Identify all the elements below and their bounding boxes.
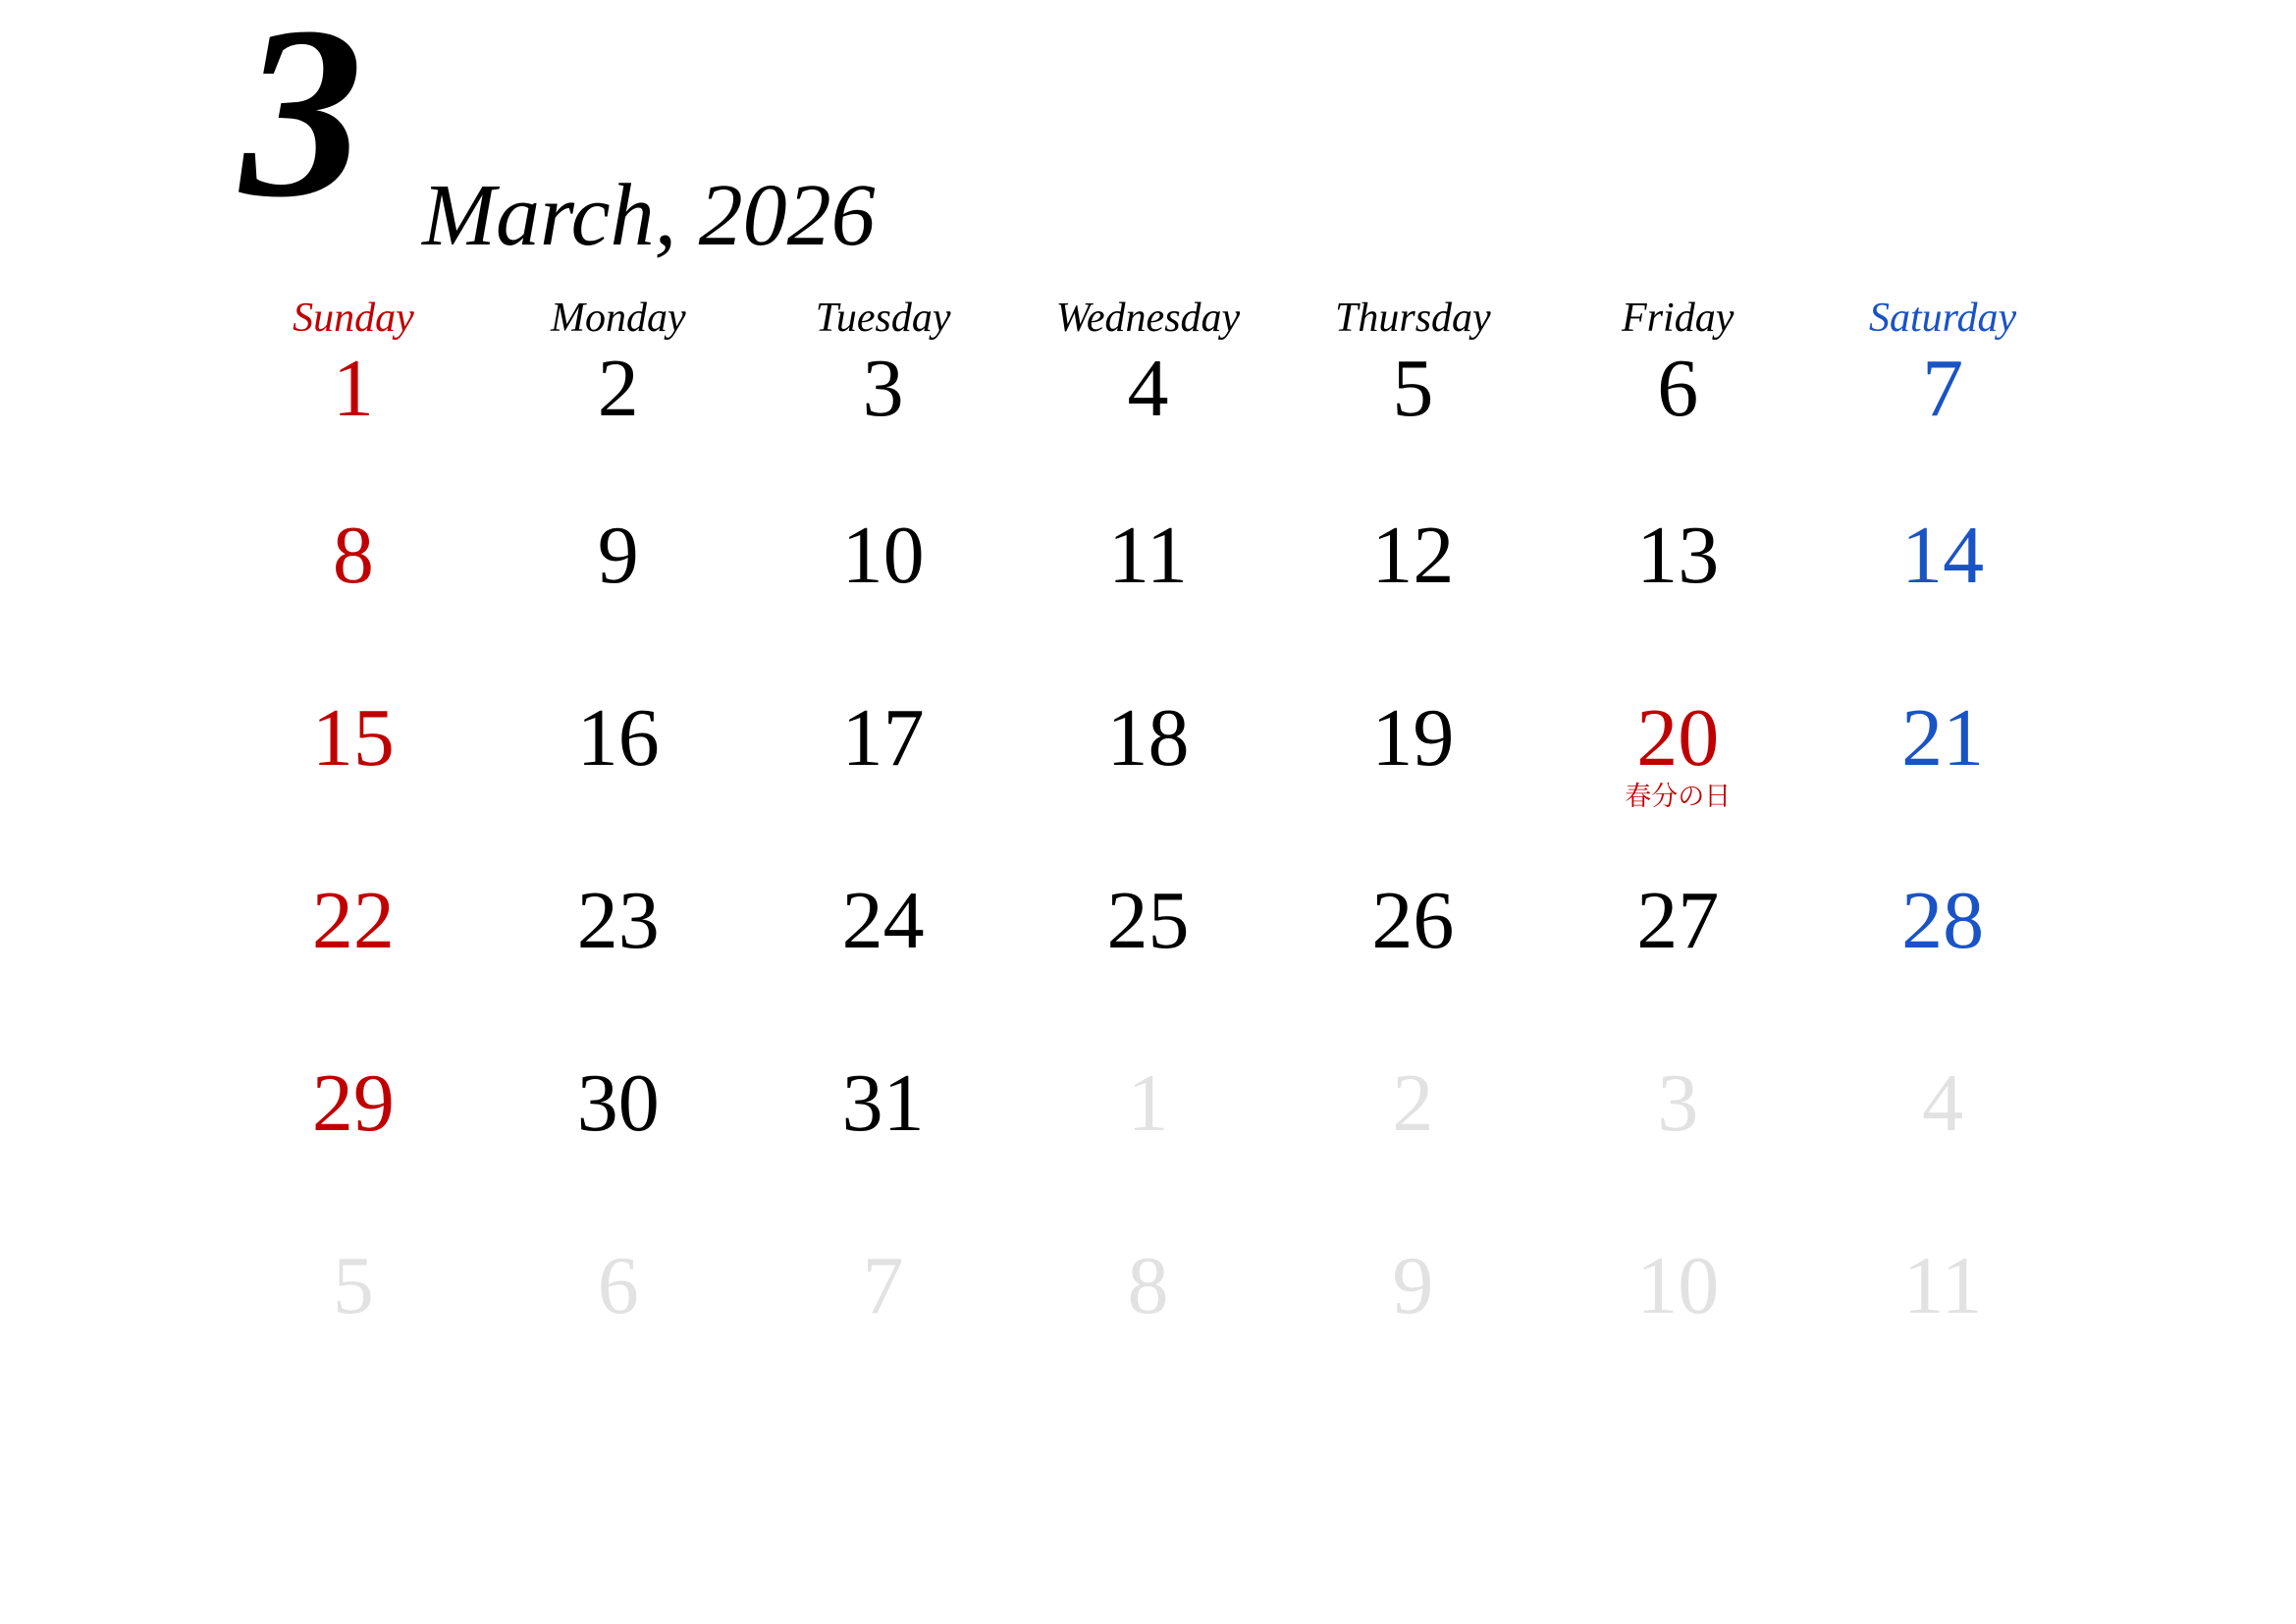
- day-cell[interactable]: [1810, 875, 2075, 1060]
- calendar-header: [221, 0, 2075, 295]
- day-cell[interactable]: [1280, 875, 1545, 1060]
- day-number: 11: [1902, 1240, 1983, 1331]
- day-number: 24: [841, 875, 925, 966]
- day-cell[interactable]: [1810, 1240, 2075, 1426]
- day-number: 31: [841, 1057, 925, 1149]
- day-cell[interactable]: [1545, 875, 1810, 1060]
- day-number: 14: [1901, 510, 1985, 601]
- day-number: 1: [1127, 1057, 1169, 1149]
- day-cell[interactable]: [1016, 1057, 1281, 1243]
- day-number: 21: [1901, 692, 1985, 784]
- day-cell[interactable]: [1016, 510, 1281, 695]
- day-cell[interactable]: [486, 1057, 751, 1243]
- day-cell[interactable]: [486, 343, 751, 513]
- day-number: 17: [841, 692, 925, 784]
- day-number: 18: [1106, 692, 1190, 784]
- day-cell[interactable]: [1810, 510, 2075, 695]
- day-cell[interactable]: [486, 510, 751, 695]
- day-number: 12: [1371, 510, 1455, 601]
- day-number: 28: [1901, 875, 1985, 966]
- day-cell[interactable]: [486, 875, 751, 1060]
- day-cell[interactable]: [1280, 1240, 1545, 1426]
- weekday-header-monday: Monday: [550, 296, 686, 341]
- week-row: [221, 875, 2075, 1060]
- weekday-header-sunday: Sunday: [293, 296, 414, 341]
- day-number: 8: [1127, 1240, 1169, 1331]
- day-number: 16: [576, 692, 660, 784]
- day-cell[interactable]: [486, 1240, 751, 1426]
- day-cell[interactable]: [751, 692, 1016, 878]
- day-number: 15: [311, 692, 395, 784]
- day-number: 4: [1127, 343, 1169, 434]
- day-number: 7: [862, 1240, 904, 1331]
- day-number: 27: [1636, 875, 1720, 966]
- weekday-header-tuesday: Tuesday: [815, 296, 951, 341]
- day-cell[interactable]: [1016, 875, 1281, 1060]
- day-number: 6: [597, 1240, 639, 1331]
- day-number: 2: [1392, 1057, 1434, 1149]
- day-cell[interactable]: [221, 343, 486, 513]
- day-number: 30: [576, 1057, 660, 1149]
- week-row: [221, 692, 2075, 878]
- day-number: 13: [1636, 510, 1720, 601]
- day-number: 22: [311, 875, 395, 966]
- day-cell[interactable]: [1810, 692, 2075, 878]
- week-row: [221, 1240, 2075, 1426]
- day-number: 2: [597, 343, 639, 434]
- holiday-label: 春分の日: [1625, 782, 1732, 813]
- weekday-header-saturday: Saturday: [1869, 296, 2017, 341]
- day-number: 10: [1636, 1240, 1720, 1331]
- day-number: 19: [1371, 692, 1455, 784]
- day-number: 3: [1657, 1057, 1699, 1149]
- day-number: 20: [1636, 692, 1720, 784]
- day-number: 9: [597, 510, 639, 601]
- day-number: 10: [841, 510, 925, 601]
- day-number: 4: [1922, 1057, 1964, 1149]
- day-number: 23: [576, 875, 660, 966]
- day-cell[interactable]: [221, 510, 486, 695]
- day-cell[interactable]: [221, 1240, 486, 1426]
- day-number: 1: [332, 343, 374, 434]
- day-cell[interactable]: [221, 875, 486, 1060]
- week-row: [221, 1057, 2075, 1243]
- day-number: 26: [1371, 875, 1455, 966]
- day-number: 3: [862, 343, 904, 434]
- day-number: 29: [311, 1057, 395, 1149]
- day-cell[interactable]: [1280, 343, 1545, 513]
- day-number: 11: [1108, 510, 1188, 601]
- day-number: 6: [1657, 343, 1699, 434]
- day-number: 5: [1392, 343, 1434, 434]
- day-number: 7: [1922, 343, 1964, 434]
- day-cell[interactable]: [1280, 510, 1545, 695]
- day-cell[interactable]: [1810, 1057, 2075, 1243]
- day-cell[interactable]: [221, 692, 486, 878]
- day-cell[interactable]: [751, 343, 1016, 513]
- weekday-header-thursday: Thursday: [1335, 296, 1491, 341]
- day-cell[interactable]: [1280, 692, 1545, 878]
- day-number: 8: [332, 510, 374, 601]
- day-cell[interactable]: [1545, 343, 1810, 513]
- day-cell[interactable]: [751, 875, 1016, 1060]
- day-cell[interactable]: [1016, 343, 1281, 513]
- calendar-grid: [221, 343, 2075, 1426]
- day-cell[interactable]: [1016, 1240, 1281, 1426]
- day-cell[interactable]: [1545, 510, 1810, 695]
- weekday-header-row: [221, 295, 2075, 346]
- day-cell[interactable]: [1545, 692, 1810, 878]
- weekday-header-friday: Friday: [1622, 296, 1735, 341]
- day-cell[interactable]: [751, 1057, 1016, 1243]
- day-cell[interactable]: [486, 692, 751, 878]
- day-number: 25: [1106, 875, 1190, 966]
- day-cell[interactable]: [1810, 343, 2075, 513]
- day-cell[interactable]: [221, 1057, 486, 1243]
- day-number: 9: [1392, 1240, 1434, 1331]
- day-number: 5: [332, 1240, 374, 1331]
- week-row: [221, 343, 2075, 513]
- day-cell[interactable]: [1016, 692, 1281, 878]
- day-cell[interactable]: [751, 1240, 1016, 1426]
- week-row: [221, 510, 2075, 695]
- month-number: 3: [240, 0, 361, 248]
- day-cell[interactable]: [1545, 1240, 1810, 1426]
- day-cell[interactable]: [1545, 1057, 1810, 1243]
- weekday-header-wednesday: Wednesday: [1055, 296, 1241, 341]
- month-title: March, 2026: [422, 167, 876, 264]
- day-cell[interactable]: [751, 510, 1016, 695]
- day-cell[interactable]: [1280, 1057, 1545, 1243]
